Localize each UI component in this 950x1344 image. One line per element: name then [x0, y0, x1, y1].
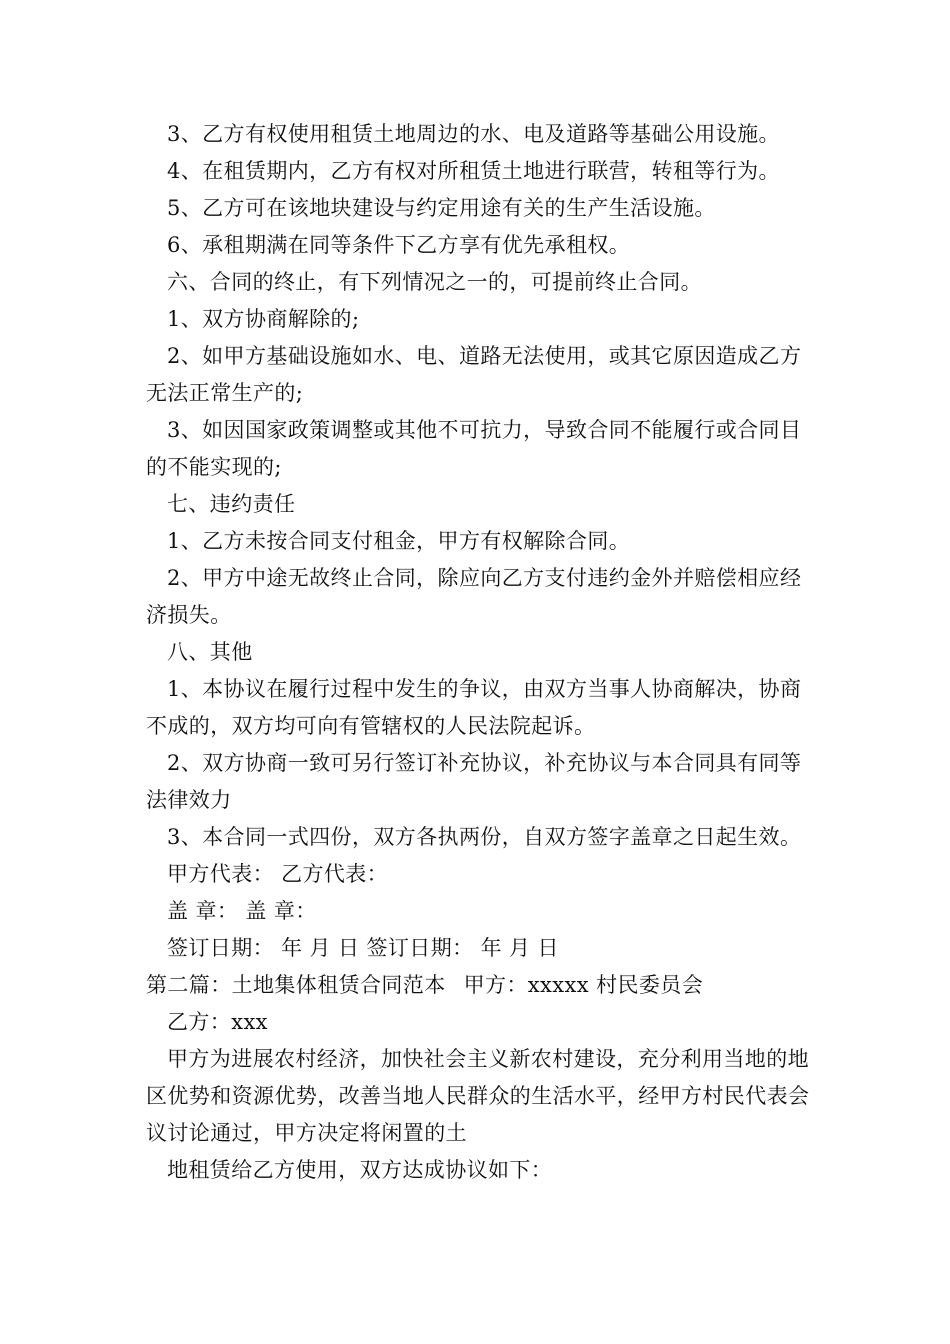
signing-date-line: 签订日期： 年 月 日 签订日期： 年 月 日 [167, 936, 559, 960]
seal-line: 盖 章： 盖 章： [167, 899, 317, 923]
part-two-heading-line [146, 967, 810, 1004]
clause-4-sublease: 4、在租赁期内，乙方有权对所租赁土地进行联营，转租等行为。 [167, 159, 780, 183]
termination-item-1: 1、双方协商解除的; [167, 307, 360, 331]
party-b-name: 乙方：xxx [167, 1010, 268, 1034]
section-6-termination-heading: 六、合同的终止，有下列情况之一的，可提前终止合同。 [167, 270, 702, 294]
liability-item-2: 2、甲方中途无故终止合同，除应向乙方支付违约金外并赔偿相应经济损失。 [146, 566, 802, 627]
agreement-intro: 地租赁给乙方使用，双方达成协议如下： [167, 1158, 553, 1182]
document-body [146, 116, 810, 1189]
part-two-title: 第二篇：土地集体租赁合同范本 [146, 973, 446, 997]
section-8-other-heading: 八、其他 [167, 640, 253, 664]
other-item-3: 3、本合同一式四份，双方各执两份，自双方签字盖章之日起生效。 [167, 825, 802, 849]
termination-item-2: 2、如甲方基础设施如水、电、道路无法使用，或其它原因造成乙方无法正常生产的; [146, 344, 802, 405]
preamble-paragraph: 甲方为进展农村经济，加快社会主义新农村建设，充分利用当地的地区优势和资源优势，改善当地人民群众的生活水平，经甲方村民代表会议讨论通过，甲方决定将闲置的土 [146, 1047, 810, 1145]
representatives-line: 甲方代表： 乙方代表： [167, 862, 389, 886]
liability-item-1: 1、乙方未按合同支付租金，甲方有权解除合同。 [167, 529, 631, 553]
other-item-1: 1、本协议在履行过程中发生的争议，由双方当事人协商解决，协商不成的，双方均可向有管辖权的人民法院起诉。 [146, 677, 802, 738]
other-item-2: 2、双方协商一致可另行签订补充协议，补充协议与本合同具有同等法律效力 [146, 751, 802, 812]
clause-6-priority-renewal: 6、承租期满在同等条件下乙方享有优先承租权。 [167, 233, 631, 257]
termination-item-3: 3、如因国家政策调整或其他不可抗力，导致合同不能履行或合同目的不能实现的; [146, 418, 802, 479]
section-7-liability-heading: 七、违约责任 [167, 492, 296, 516]
clause-5-facilities: 5、乙方可在该地块建设与约定用途有关的生产生活设施。 [167, 196, 716, 220]
party-a-name: 甲方：xxxxx 村民委员会 [463, 973, 704, 997]
clause-3-infrastructure: 3、乙方有权使用租赁土地周边的水、电及道路等基础公用设施。 [167, 122, 780, 146]
